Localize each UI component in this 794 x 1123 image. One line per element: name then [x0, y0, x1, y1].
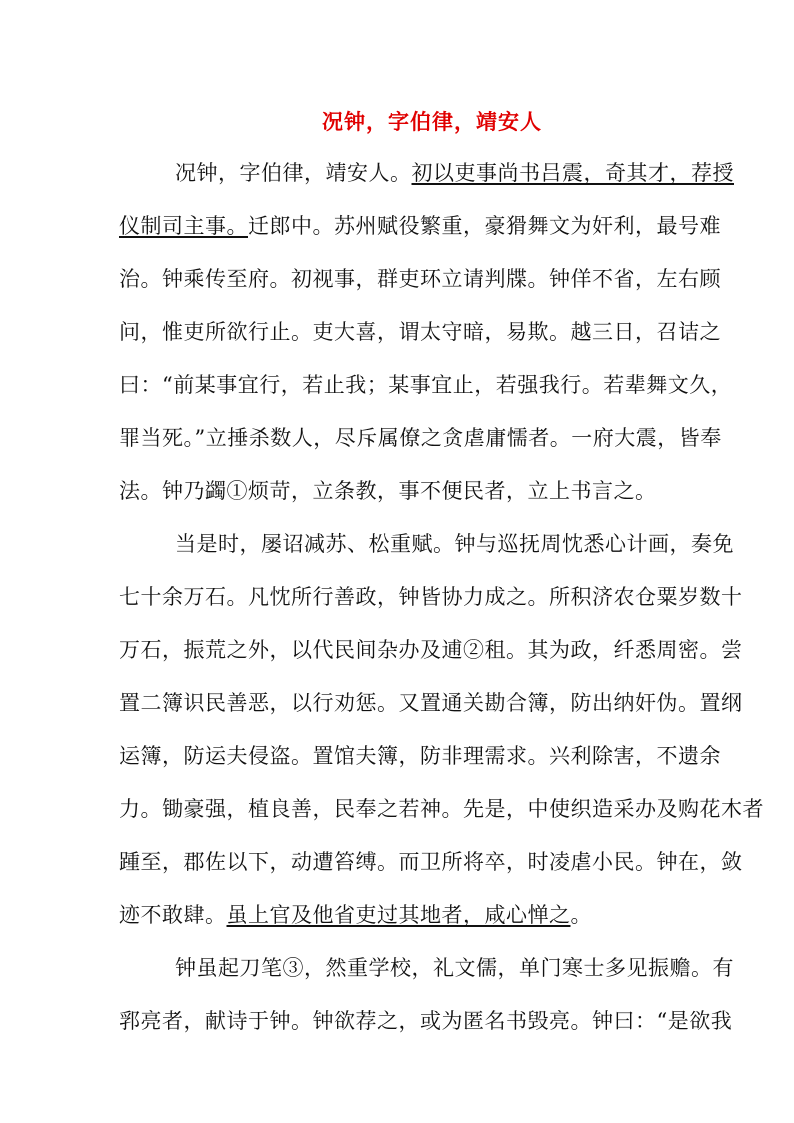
- line-text: 迁郎中。苏州赋役繁重，豪猾舞文为奸利，最号难: [248, 214, 721, 238]
- text-line: [119, 901, 679, 929]
- text-line: 万石，振荒之外，以代民间杂办及逋②租。其为政，纤悉周密。尝: [119, 638, 743, 662]
- text-line: 运簿，防运夫侵盗。置馆夫簿，防非理需求。兴利除害，不遗余: [119, 744, 721, 768]
- text-line: 当是时，屡诏减苏、松重赋。钟与巡抚周忱悉心计画，奏免: [175, 532, 734, 556]
- line-text: 况钟，字伯律，靖安人。: [175, 161, 412, 185]
- underlined-text: 虽上官及他省吏过其地者，咸心惮之: [226, 903, 571, 927]
- document-title: 况钟，字伯律，靖安人: [322, 109, 542, 134]
- text-line: 郛亮者，献诗于钟。钟欲荐之，或为匿名书毁亮。钟曰：“是欲我: [119, 1009, 733, 1033]
- line-text: 。: [570, 903, 592, 927]
- text-line: 问，惟吏所欲行止。吏大喜，谓太守暗，易欺。越三日，召诘之: [119, 320, 721, 344]
- text-line: 法。钟乃蠲①烦苛，立条教，事不便民者，立上书言之。: [119, 479, 657, 503]
- text-line: 罪当死。”立捶杀数人，尽斥属僚之贪虐庸懦者。一府大震，皆奉: [119, 426, 722, 450]
- line-text: 迹不敢肆。: [119, 903, 227, 927]
- text-line: 踵至，郡佐以下，动遭笞缚。而卫所将卒，时凌虐小民。钟在，敛: [119, 850, 743, 874]
- text-line: 置二簿识民善恶，以行劝惩。又置通关勘合簿，防出纳奸伪。置纲: [119, 691, 743, 715]
- text-line: 治。钟乘传至府。初视事，群吏环立请判牒。钟佯不省，左右顾: [119, 267, 721, 291]
- text-line: 曰：“前某事宜行，若止我；某事宜止，若强我行。若辈舞文久，: [119, 373, 733, 397]
- text-line: 钟虽起刀笔③，然重学校，礼文儒，单门寒士多见振赡。有: [175, 956, 734, 980]
- text-line: 力。锄豪强，植良善，民奉之若神。先是，中使织造采办及购花木者: [119, 797, 764, 821]
- underlined-text: 初以吏事尚书吕震，奇其才，荐授: [411, 161, 734, 185]
- text-line: [175, 159, 735, 187]
- text-line: 七十余万石。凡忱所行善政，钟皆协力成之。所积济农仓粟岁数十: [119, 585, 743, 609]
- underlined-text: 仪制司主事。: [119, 214, 248, 238]
- text-line: [119, 212, 721, 240]
